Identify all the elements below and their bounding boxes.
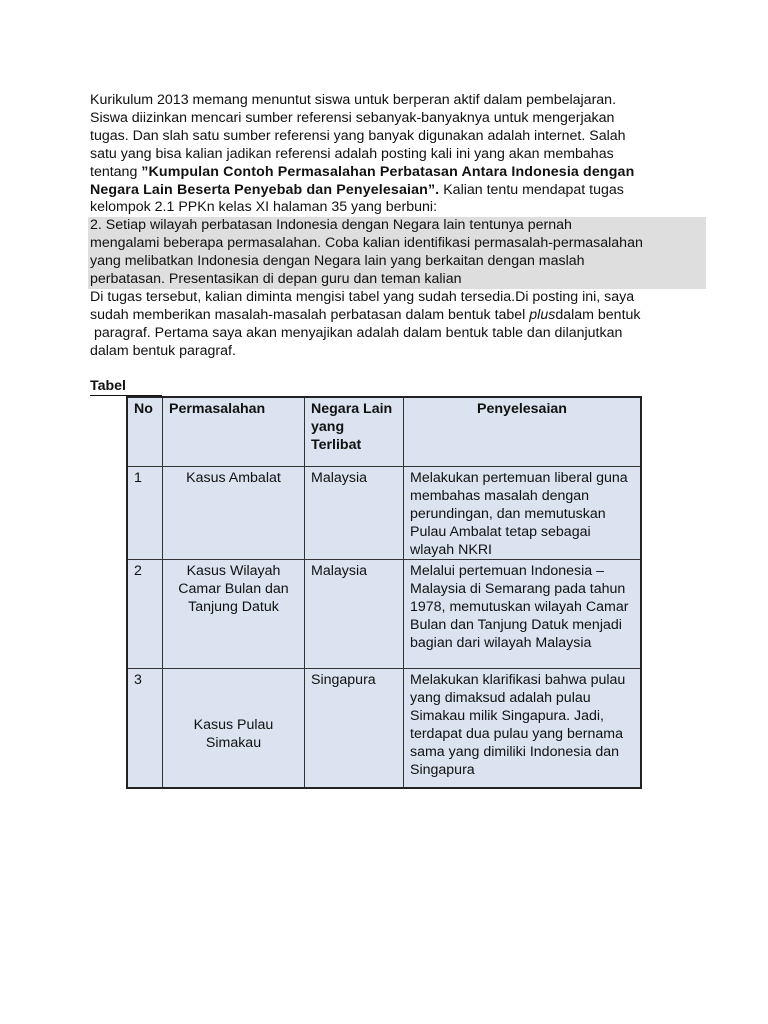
cell-no: 3 bbox=[127, 669, 163, 789]
explanation-italic: plus bbox=[529, 306, 556, 323]
after-title-text: Kalian tentu mendapat tugas bbox=[439, 181, 624, 198]
title-prefix: tentang bbox=[90, 163, 142, 180]
intro-line: Siswa diizinkan mencari sumber referensi sebanyak-banyaknya untuk mengerjakan bbox=[90, 109, 615, 126]
header-penyelesaian: Penyelesaian bbox=[404, 397, 642, 467]
explanation-text: sudah memberikan masalah-masalah perbatasan dalam bentuk tabel bbox=[90, 306, 530, 323]
table-label: Tabel bbox=[90, 378, 162, 396]
task-intro-line: kelompok 2.1 PPKn kelas XI halaman 35 yang berbuni: bbox=[90, 199, 438, 216]
intro-line: satu yang bisa kalian jadikan referensi adalah posting kali ini yang akan membahas bbox=[90, 145, 614, 162]
article-title-part-1: ”Kumpulan Contoh Permasalahan Perbatasan Antara Indonesia dengan bbox=[141, 163, 635, 180]
table-row bbox=[127, 669, 641, 789]
cell-penyelesaian: Melakukan pertemuan liberal guna membahas masalah dengan perundingan, dan memutuskan Pulau Ambalat tetap sebagai wlayah NKRI bbox=[404, 467, 642, 560]
header-no: No bbox=[127, 397, 163, 467]
cell-penyelesaian: Melalui pertemuan Indonesia – Malaysia di Semarang pada tahun 1978, memutuskan wilayah Camar Bulan dan Tanjung Datuk menjadi bagian dari wilayah Malaysia bbox=[404, 560, 642, 669]
task-quote-line: 2. Setiap wilayah perbatasan Indonesia dengan Negara lain tentunya pernah bbox=[90, 217, 572, 234]
cell-permasalahan: Kasus Pulau Simakau bbox=[163, 669, 305, 789]
cell-no: 1 bbox=[127, 467, 163, 560]
cell-no: 2 bbox=[127, 560, 163, 669]
cell-permasalahan: Kasus Wilayah Camar Bulan dan Tanjung Datuk bbox=[163, 560, 305, 669]
intro-line: tugas. Dan slah satu sumber referensi yang banyak digunakan adalah internet. Salah bbox=[90, 127, 626, 144]
intro-line: Kurikulum 2013 memang menuntut siswa untuk berperan aktif dalam pembelajaran. bbox=[90, 92, 617, 108]
table-row bbox=[127, 560, 641, 669]
cell-negara: Singapura bbox=[305, 669, 404, 789]
intro-title-line-1 bbox=[90, 164, 690, 182]
task-quote-line: perbatasan. Presentasikan di depan guru dan teman kalian bbox=[90, 271, 462, 288]
document-body bbox=[90, 92, 690, 361]
intro-title-line-2 bbox=[90, 182, 690, 200]
task-quote bbox=[88, 217, 706, 289]
cell-negara: Malaysia bbox=[305, 467, 404, 560]
task-quote-line: yang melibatkan Indonesia dengan Negara lain yang berkaitan dengan maslah bbox=[90, 253, 585, 270]
header-permasalahan: Permasalahan bbox=[163, 397, 305, 467]
explanation-line: paragraf. Pertama saya akan menyajikan adalah dalam bentuk table dan dilanjutkan bbox=[90, 324, 623, 341]
problems-table bbox=[126, 396, 642, 789]
table-header-row bbox=[127, 397, 641, 467]
table-row bbox=[127, 467, 641, 560]
explanation-text: dalam bentuk bbox=[555, 306, 641, 323]
explanation-line: dalam bentuk paragraf. bbox=[90, 342, 236, 359]
cell-penyelesaian: Melakukan klarifikasi bahwa pulau yang dimaksud adalah pulau Simakau milik Singapura. Jadi, terdapat dua pulau yang bernama sama yang dimiliki Indonesia dan Singapura bbox=[404, 669, 642, 789]
article-title-part-2: Negara Lain Beserta Penyebab dan Penyelesaian”. bbox=[90, 181, 440, 198]
explanation-line: Di tugas tersebut, kalian diminta mengisi tabel yang sudah tersedia.Di posting ini, saya bbox=[90, 288, 635, 305]
cell-permasalahan: Kasus Ambalat bbox=[163, 467, 305, 560]
explanation-line bbox=[90, 307, 690, 325]
cell-negara: Malaysia bbox=[305, 560, 404, 669]
header-negara: Negara Lain yang Terlibat bbox=[305, 397, 404, 467]
task-quote-line: mengalami beberapa permasalahan. Coba kalian identifikasi permasalah-permasalahan bbox=[90, 235, 643, 252]
